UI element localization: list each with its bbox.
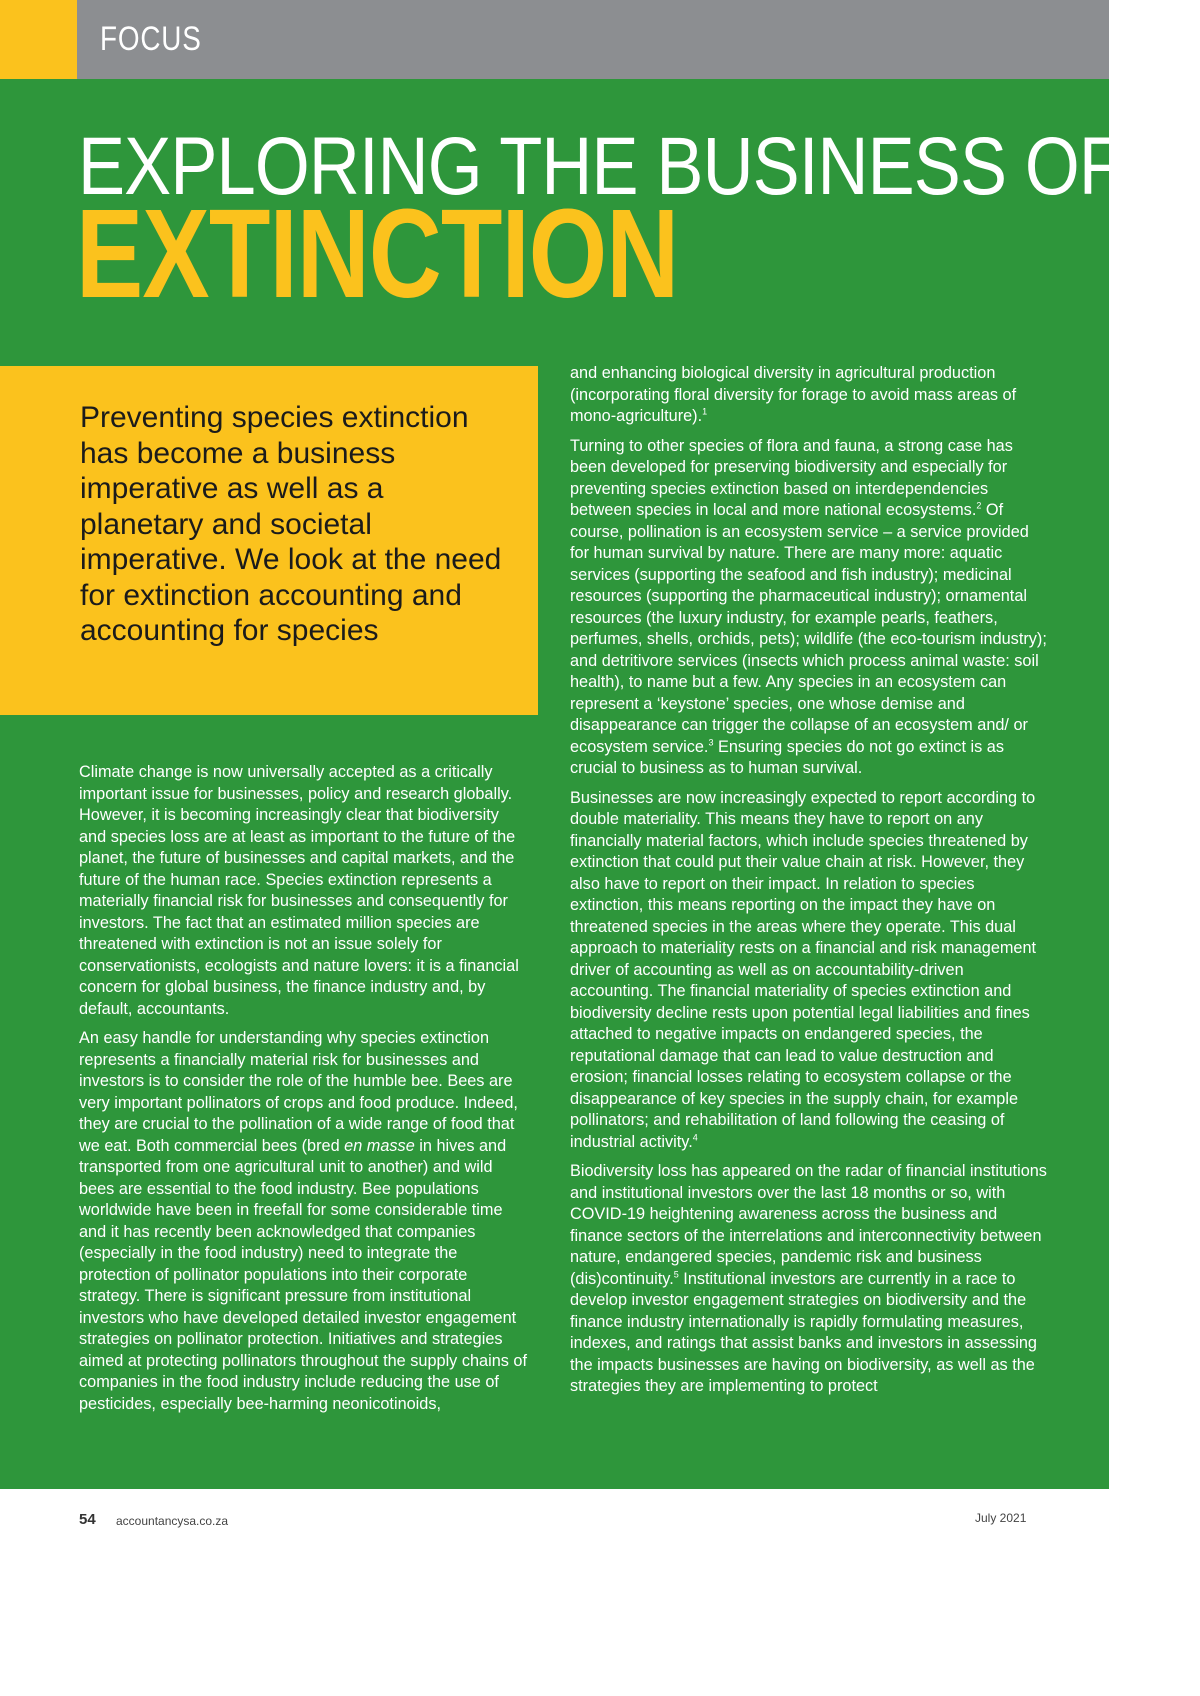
paragraph: and enhancing biological diversity in agricultural production (incorporating floral diversity for forage to avoid mass areas of mono-agriculture).$^1$ <box>570 364 1017 425</box>
footnote-ref[interactable]: 1 <box>702 406 708 417</box>
footer-date: July 2021 <box>975 1511 1027 1525</box>
footnote-ref[interactable]: 4 <box>692 1132 698 1143</box>
section-header-bar <box>0 0 1109 79</box>
standfirst-box <box>0 366 538 715</box>
headline-line-1: EXPLORING THE BUSINESS OF <box>78 121 1122 212</box>
header-accent-block <box>0 0 77 79</box>
section-label: FOCUS <box>100 20 202 58</box>
paragraph: Businesses are now increasingly expected to report according to double materiality. This means they have to report on any financially material factors, which include species threatened by extinction that could put their value chain at risk. However, they also have to report on their impact. In relation to species extinction, this means reporting on the impact they have on threatened species in the areas where they operate. This dual approach to materiality rests on a financial and risk management driver of accounting as well as on accountability-driven accounting. The financial materiality of species extinction and biodiversity decline rests upon potential legal liabilities and fines attached to negative impacts on endangered species, the reputational damage that can lead to value destruction and erosion; financial losses relating to ecosystem collapse or the disappearance of key species in the supply chain, for example pollinators; and rehabilitation of land following the ceasing of industrial activity.$^4$ <box>570 788 1037 1151</box>
right-column <box>570 363 1048 1406</box>
footnote-ref[interactable]: 5 <box>673 1269 679 1280</box>
page-number: 54 <box>79 1511 96 1528</box>
standfirst-text: Preventing species extinction has become a business imperative as well as a planetary and societal imperative. We look at the need for extinction accounting and accounting for species <box>80 401 502 647</box>
footnote-ref[interactable]: 2 <box>976 500 982 511</box>
footnote-ref[interactable]: 3 <box>708 737 714 748</box>
paragraph: Climate change is now universally accepted as a critically important issue for businesses, policy and research globally. However, it is becoming increasingly clear that biodiversity and species loss are at least as important to the future of the planet, the future of businesses and capital markets, and the future of the human race. Species extinction represents a materially financial risk for businesses and consequently for investors. The fact that an estimated million species are threatened with extinction is not an issue solely for conservationists, ecologists and nature lovers: it is a financial concern for global business, the finance industry and, by default, accountants. <box>79 763 519 1018</box>
paragraph: An easy handle for understanding why species extinction represents a financially material risk for businesses and investors is to consider the role of the humble bee. Bees are very important pollinators of crops and food produce. Indeed, they are crucial to the pollination of a wide range of food that we eat. Both commercial bees (bred en masse in hives and transported from one agricultural unit to another) and wild bees are essential to the food industry. Bee populations worldwide have been in freefall for some considerable time and it has recently been acknowledged that companies (especially in the food industry) need to integrate the protection of pollinator populations into their corporate strategy. There is significant pressure from institutional investors who have developed detailed investor engagement strategies on pollinator protection. Initiatives and strategies aimed at protecting pollinators throughout the supply chains of companies in the food industry include reducing the use of pesticides, especially bee-harming neonicotinoids, <box>79 1029 528 1413</box>
paragraph: Biodiversity loss has appeared on the radar of financial institutions and institutional investors over the last 18 months or so, with COVID-19 heightening awareness across the business and finance sectors of the interrelations and interconnectivity between nature, endangered species, pandemic risk and business (dis)continuity.$^5$ Institutional investors are currently in a race to develop investor engagement strategies on biodiversity and the finance industry internationally is rapidly formulating measures, indexes, and ratings that assist banks and investors in assessing the impacts businesses are having on biodiversity, as well as the strategies they are implementing to protect <box>570 1162 1047 1395</box>
footer-website[interactable]: accountancysa.co.za <box>116 1514 229 1528</box>
italic-term: en masse <box>344 1136 415 1155</box>
paragraph: Turning to other species of flora and fauna, a strong case has been developed for preserving biodiversity and especially for preventing species extinction based on interdependencies between species in local and more national ecosystems.$^2$ Of course, pollination is an ecosystem service – a service provided for human survival by nature. There are many more: aquatic services (supporting the seafood and fish industry); medicinal resources (supporting the pharmaceutical industry); ornamental resources (the luxury industry, for example pearls, feathers, perfumes, shells, orchids, pets); wildlife (the eco-tourism industry); and detritivore services (insects which process animal waste: soil health), to name but a few. Any species in an ecosystem can represent a ‘keystone’ species, one whose demise and disappearance can trigger the collapse of an ecosystem and/ or ecosystem service.$^3$ Ensuring species do not go extinct is as crucial to business as to human survival. <box>570 436 1047 777</box>
headline-line-2: EXTINCTION <box>76 183 679 324</box>
left-column <box>79 762 529 1423</box>
